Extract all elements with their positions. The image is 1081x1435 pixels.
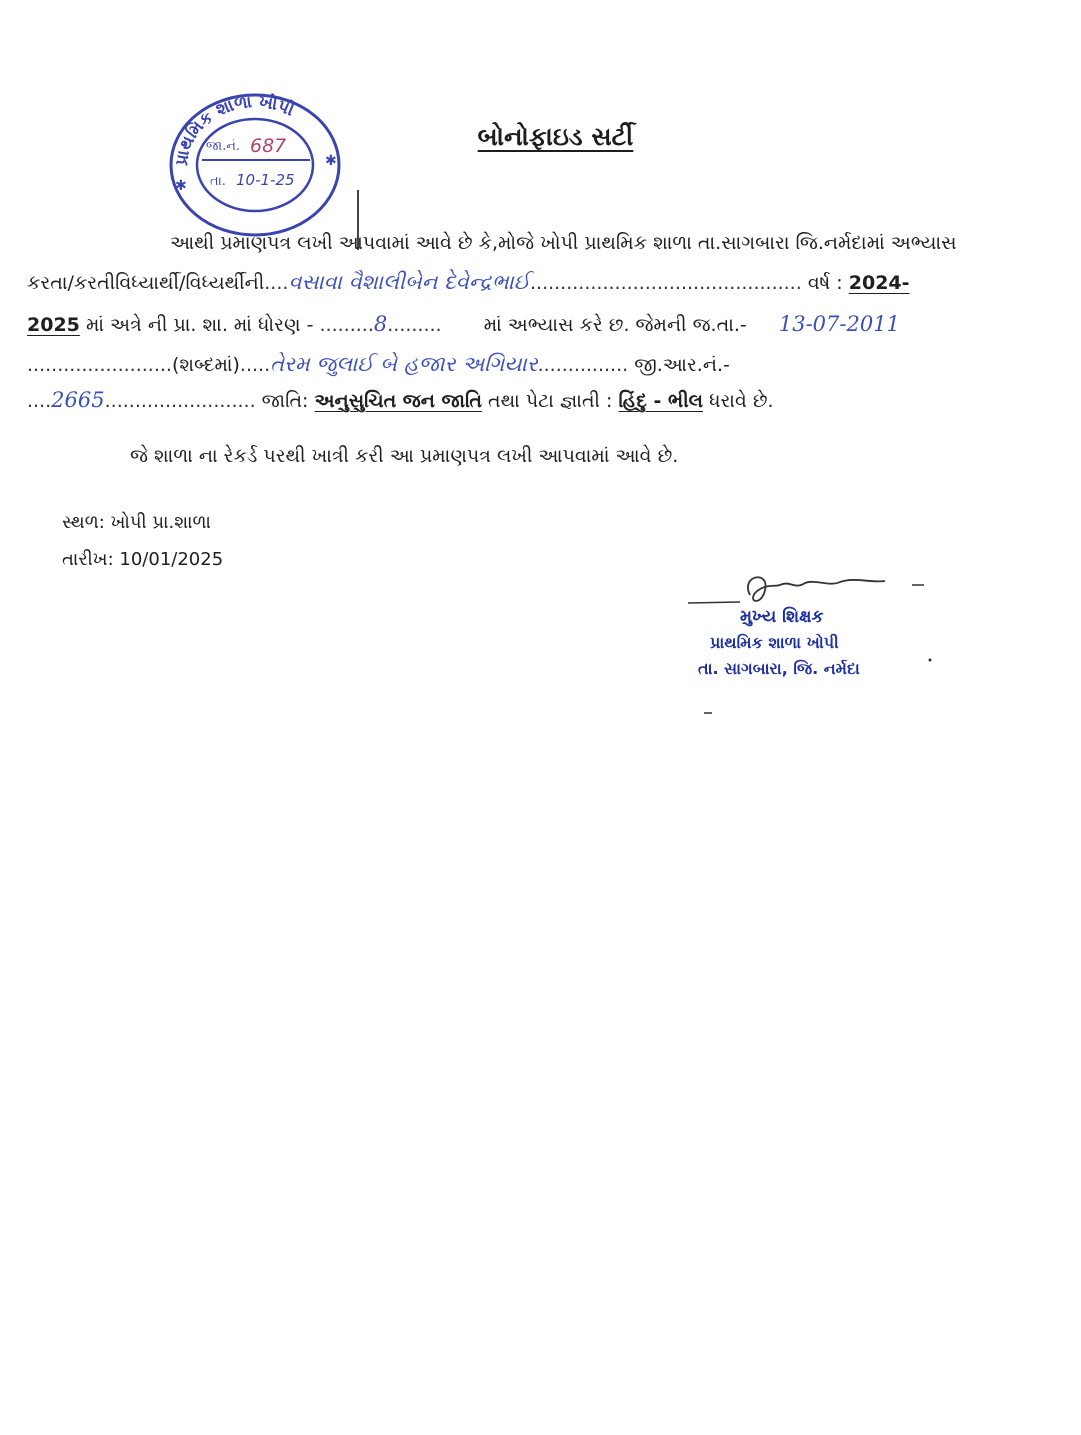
dotted-fill: ......... bbox=[319, 314, 374, 336]
standard-handwritten: 8 bbox=[373, 312, 388, 336]
para-line-4 bbox=[27, 352, 730, 377]
student-name-handwritten: વસાવા વૈશાલીબેન દેવેન્દ્રભાઈ bbox=[288, 270, 530, 294]
date-value: 10/01/2025 bbox=[119, 549, 224, 570]
seal-title: મુખ્ય શિક્ષક bbox=[740, 607, 824, 627]
dotted-fill: .... bbox=[27, 390, 52, 412]
seal-school: પ્રાથમિક શાળા ખોપી bbox=[710, 633, 839, 652]
place-label: સ્થળ: bbox=[62, 512, 105, 533]
gr-label: જી.આર.નં.- bbox=[634, 354, 730, 376]
closing-statement: જે શાળા ના રેકર્ડ પરથી ખાત્રી કરી આ પ્રમાણપત્ર લખી આપવામાં આવે છે. bbox=[130, 445, 679, 467]
date-label: તારીખ: bbox=[62, 549, 114, 570]
student-label: કરતા/કરતીવિધ્યાર્થી/વિધ્યર્થીની bbox=[27, 272, 265, 294]
para-line-2 bbox=[27, 270, 910, 295]
dotted-fill: ......................... bbox=[104, 390, 256, 412]
caste-value: અનુસુચિત જન જાતિ bbox=[314, 390, 482, 412]
standard-label: માં અત્રે ની પ્રા. શા. માં ધોરણ - bbox=[85, 314, 314, 336]
caste-label: જાતિ: bbox=[261, 390, 309, 412]
year-end: 2025 bbox=[27, 314, 80, 336]
dob-label: માં અભ્યાસ કરે છ. જેમની જ.તા.- bbox=[483, 314, 747, 336]
dotted-fill: ........................ bbox=[27, 354, 172, 376]
dotted-fill: ............................................. bbox=[529, 272, 802, 294]
para-line-3 bbox=[27, 312, 900, 336]
principal-signature-block bbox=[680, 565, 940, 725]
dotted-fill: ............... bbox=[537, 354, 629, 376]
date-line bbox=[62, 549, 223, 570]
dotted-fill: .... bbox=[264, 272, 289, 294]
gr-number-handwritten: 2665 bbox=[51, 388, 105, 412]
stamp-ring-text: પ્રાથમિક શાળા ખોપી bbox=[171, 92, 297, 168]
subcaste-label: તથા પેટા જ્ઞાતી : bbox=[487, 390, 613, 412]
star-icon: ✱ bbox=[175, 178, 187, 194]
dotted-fill: ......... bbox=[387, 314, 442, 336]
para-line-1: આથી પ્રમાણપત્ર લખી આપવામાં આવે છે કે,મોજે ખોપી પ્રાથમિક શાળા તા.સાગબારા જિ.નર્મદામાં અભ્યાસ bbox=[170, 232, 957, 254]
school-round-stamp bbox=[160, 90, 350, 240]
seal-location: તા. સાગબારા, જિ. નર્મદા bbox=[698, 659, 860, 678]
holds-text: ધરાવે છે. bbox=[709, 390, 774, 412]
stamp-number-value: 687 bbox=[250, 135, 287, 157]
star-icon: ✱ bbox=[325, 153, 337, 169]
year-start: 2024- bbox=[848, 272, 910, 294]
certificate-title: બોનોફાઇડ સર્ટી bbox=[477, 122, 634, 151]
dotted-fill: ..... bbox=[239, 354, 271, 376]
year-label: વર્ષ : bbox=[807, 272, 843, 294]
subcaste-value: હિંદુ - ભીલ bbox=[618, 390, 704, 412]
stamp-date-label: તા. bbox=[210, 174, 226, 189]
place-line bbox=[62, 512, 211, 533]
stamp-date-value: 10-1-25 bbox=[236, 171, 295, 189]
stamp-number-label: જા.નં. bbox=[206, 139, 241, 154]
dob-handwritten: 13-07-2011 bbox=[778, 312, 900, 336]
dob-words-handwritten: તેરમ જુલાઈ બે હજાર અગિયાર bbox=[270, 352, 538, 376]
para-line-5 bbox=[27, 388, 774, 412]
words-label: (શબ્દમાં) bbox=[171, 354, 240, 376]
place-value: ખોપી પ્રા.શાળા bbox=[110, 512, 211, 533]
